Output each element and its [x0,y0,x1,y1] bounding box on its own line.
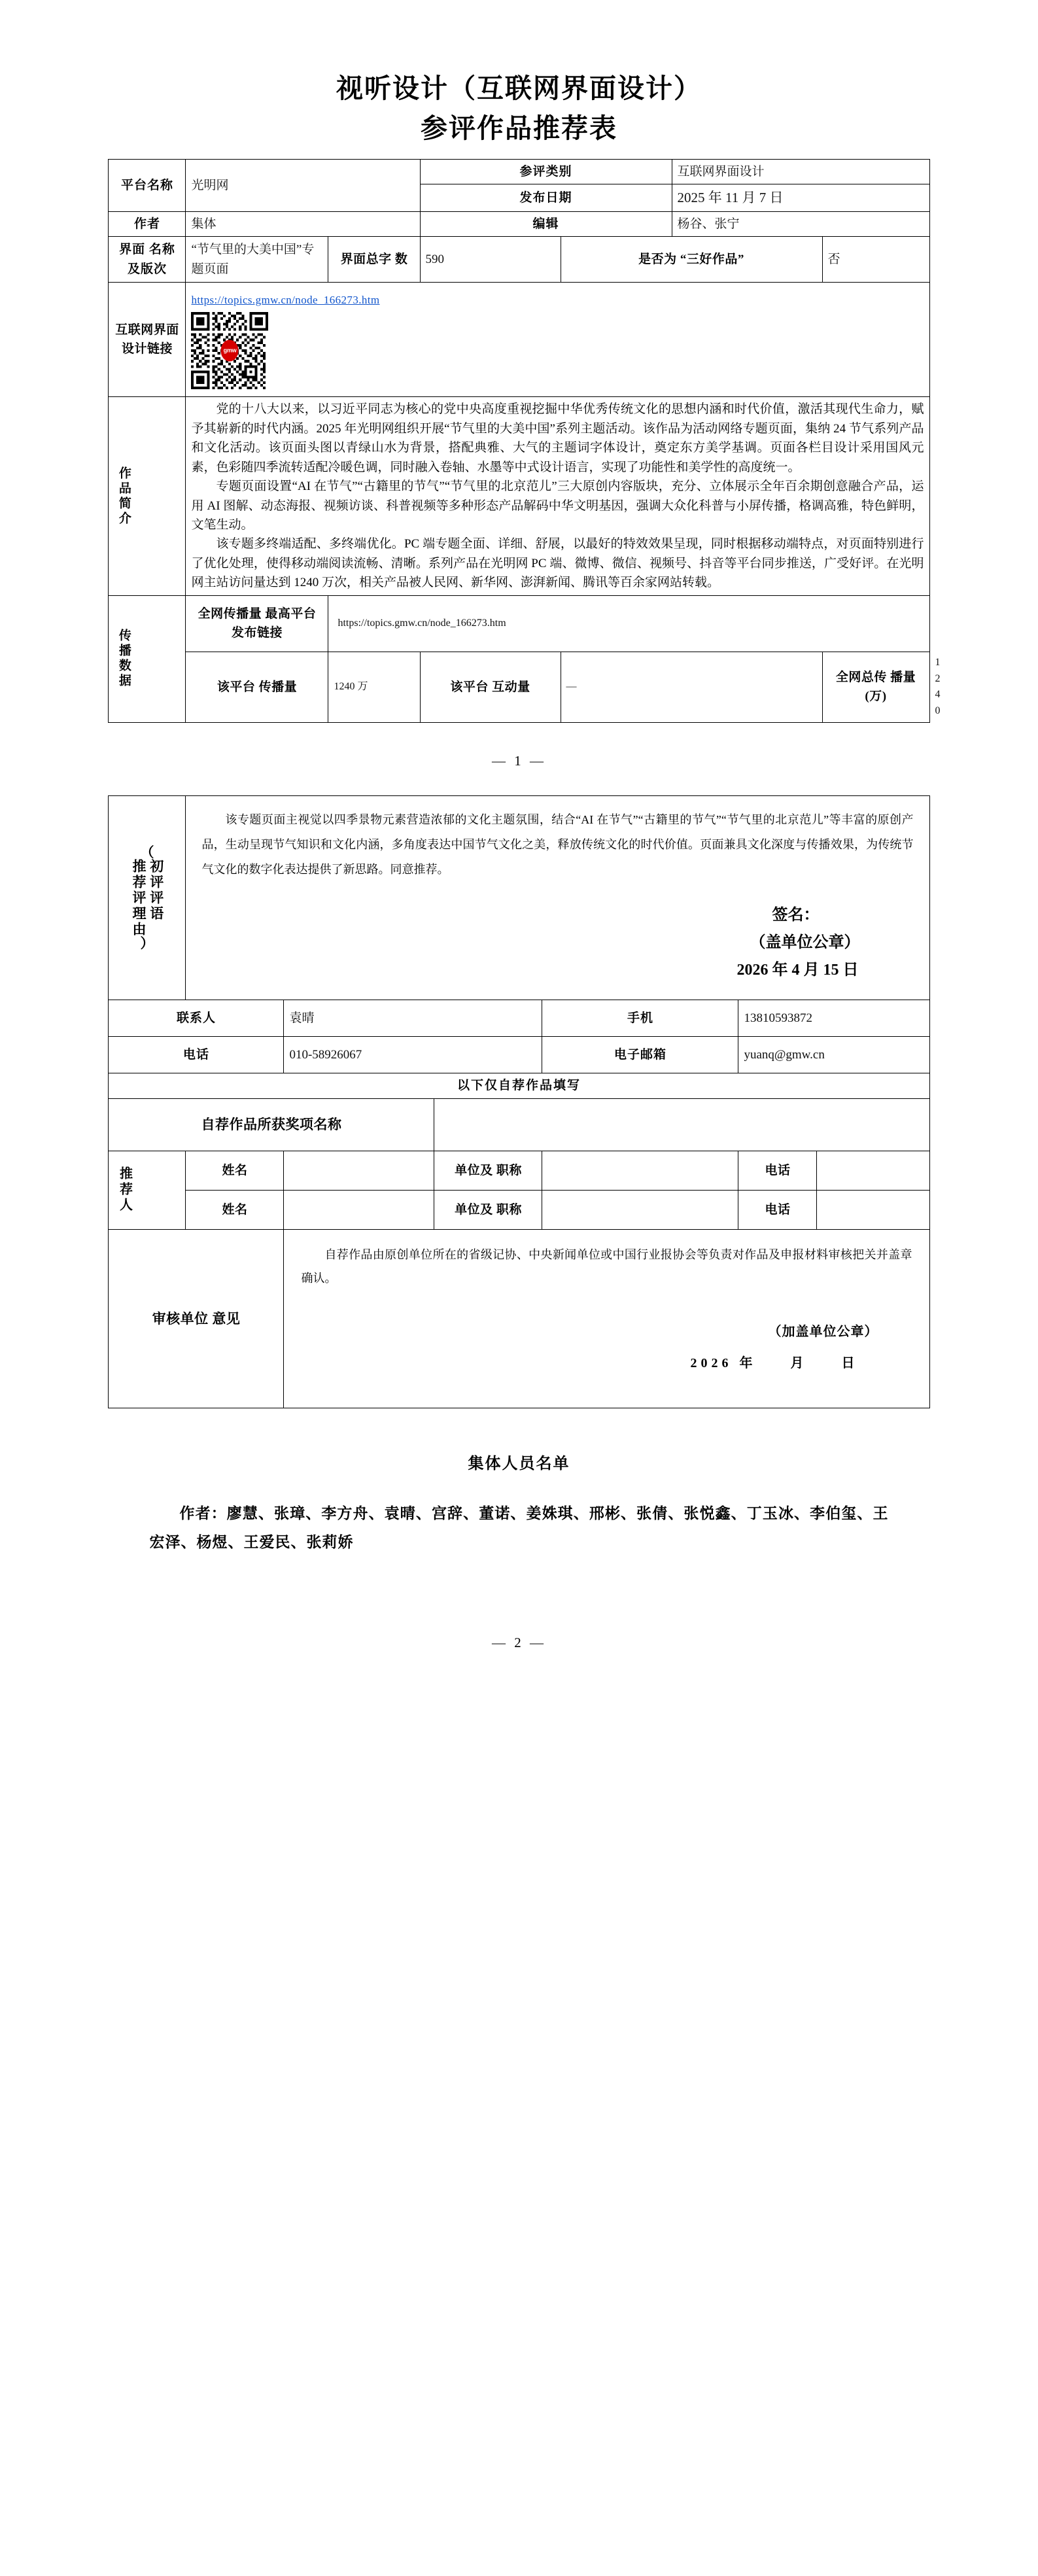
publish-date-label: 发布日期 [420,184,672,212]
self-recommendation-banner: 以下仅自荐作品填写 [109,1073,929,1098]
recommender-phone-value [817,1190,929,1229]
three-good-value: 否 [822,237,929,283]
recommender-unit-value [542,1151,738,1190]
design-link-label-line2: 设计链接 [121,342,173,357]
recommender-unit-label-line2: 职称 [496,1163,522,1177]
three-good-label [561,237,822,283]
page-1-number: — 1 — [492,752,546,769]
interface-name-label-line1: 界面 [119,243,146,257]
collective-list-body [150,1499,889,1556]
recommender-phone-label: 电话 [738,1190,817,1229]
review-label-paren-close: ） [140,935,154,951]
interface-name-label [109,237,186,283]
signature-label: 签名： [772,907,820,924]
contact-person-value: 袁晴 [284,1000,542,1037]
document-title [0,0,1038,159]
platform-spread-label-line2: 传播量 [258,680,298,694]
word-count-value: 590 [420,237,561,283]
design-link-url[interactable]: https://topics.gmw.cn/node_166273.htm [191,293,380,306]
intro-text-cell [186,397,929,595]
email-value: yuanq@gmw.cn [738,1037,929,1073]
audit-label-line2: 意见 [212,1310,241,1327]
table-row [109,795,929,1000]
page-2-number: — 2 — [492,1635,546,1651]
audit-text: 自荐作品由原创单位所在的省级记协、中央新闻单位或中国行业报协会等负责对作品及申报材料审核把关并盖章确认。 [301,1247,912,1285]
page-break-spacer [0,769,1038,795]
review-date: 2026 年 4 月 15 日 [736,962,859,979]
title-line-1: 视听设计（互联网界面设计） [336,73,702,103]
recommender-unit-label [434,1151,542,1190]
table-row [109,1037,929,1073]
page-2 [0,795,1038,1677]
recommender-name-label: 姓名 [186,1151,284,1190]
table-row [109,1151,929,1190]
audit-text-block [289,1232,924,1290]
award-name-value [434,1098,929,1151]
platform-spread-label [186,652,328,722]
collective-list-title: 集体人员名单 [468,1455,570,1472]
category-value: 互联网界面设计 [672,160,929,184]
page-1 [0,0,1038,769]
total-spread-label [822,652,929,722]
recommender-name-value [284,1151,434,1190]
collective-authors: 作者：廖慧、张璋、李方舟、袁晴、宫辞、董诺、姜姝琪、邢彬、张倩、张悦鑫、丁玉冰、李伯玺、王宏泽、杨煜、王爱民、张莉娇 [149,1505,889,1550]
audit-label [109,1229,284,1408]
three-good-label-line1: 是否为 [638,252,677,267]
review-label-columns [109,859,185,937]
page2-form-table [108,795,929,1408]
table-row [109,211,929,236]
main-form-table [108,159,941,723]
recommender-label: 推荐人 [109,1151,186,1229]
platform-interaction-label-line1: 该平台 [450,680,489,694]
award-name-label: 自荐作品所获奖项名称 [109,1098,434,1151]
interface-name-label-line2: 名称及版次 [127,243,175,276]
review-text-block [191,799,924,884]
recommender-name-value [284,1190,434,1229]
three-good-label-line2: “三好作品” [680,252,744,267]
review-label-paren-open: （ [140,844,154,860]
table-row [109,1229,929,1408]
table-row [109,283,929,397]
platform-name-value: 光明网 [186,160,420,212]
recommender-unit-label-line1: 单位及 [455,1163,493,1177]
word-count-label [328,237,420,283]
top-platform-link-label [186,595,328,652]
author-label: 作者 [109,211,186,236]
intro-paragraph: 专题页面设置“AI 在节气”“古籍里的节气”“节气里的北京范儿”三大原创内容版块，充分、立体展示全年百余期创意融合产品，运用 AI 图解、动态海报、视频访谈、科普视频等多种形态产品解码中华文明基因，强调大众化科普与小屏传播，格调高雅，特色鲜明，文笔生动。 [191,479,924,532]
platform-name-label: 平台名称 [109,160,186,212]
platform-interaction-label-line2: 互动量 [492,680,530,694]
design-link-label [109,283,186,397]
editor-value: 杨谷、张宁 [672,211,929,236]
review-signature-block [191,884,924,997]
platform-spread-value: 1240 万 [328,652,420,722]
recommender-phone-label: 电话 [738,1151,817,1190]
table-row [109,237,929,283]
platform-interaction-value: — [561,652,822,722]
table-row [109,397,929,595]
interface-name-value: “节气里的大美中国”专题页面 [186,237,328,283]
review-label [109,795,186,1000]
spread-data-label: 传播数据 [109,595,186,722]
table-row [109,1190,929,1229]
qr-code[interactable] [191,312,268,389]
editor-label: 编辑 [420,211,672,236]
gmw-logo: gmw [221,340,239,362]
author-value: 集体 [186,211,420,236]
category-label: 参评类别 [420,160,672,184]
recommender-unit-value [542,1190,738,1229]
platform-spread-label-line1: 该平台 [216,680,256,694]
table-row [109,595,929,652]
review-label-col-2: 推荐评理由 [130,858,147,937]
audit-date: 2026 年 月 日 [690,1355,859,1370]
intro-paragraph: 党的十八大以来，以习近平同志为核心的党中央高度重视挖掘中华优秀传统文化的思想内涵和时代价值，激活其现代生命力，赋予其崭新的时代内涵。2025 年光明网组织开展“节气里的大美中国”系列主题活动。该作品为活动网络专题页面，集纳 24 节气系列产品和文化活动。该页面头图以青绿山水为背景，搭配典雅、大气的主题词字体设计，奠定东方美学基调。页面各栏目设计采用国风元素，色彩随四季流转适配冷暖色调，同时融入卷轴、水墨等中式设计语言，实现了功能性和美学性的高度统一。 [191,402,924,474]
recommender-name-label: 姓名 [186,1190,284,1229]
review-text: 该专题页面主视觉以四季景物元素营造浓郁的文化主题氛围，结合“AI 在节气”“古籍里的节气”“节气里的北京范儿”等丰富的原创产品，生动呈现节气知识和文化内涵，多角度表达中国节气文化之美，释放传统文化的时代价值。页面兼具文化深度与传播效果，为传统节气文化的数字化表达提供了新思路。同意推荐。 [201,812,914,876]
platform-interaction-label [420,652,561,722]
mobile-value: 13810593872 [738,1000,929,1037]
mobile-label: 手机 [542,1000,738,1037]
intro-paragraph: 该专题多终端适配、多终端优化。PC 端专题全面、详细、舒展，以最好的特效效果呈现，同时根据移动端特点，对页面特别进行了优化处理，使得移动端阅读流畅、清晰。系列产品在光明网 PC 端、微博、微信、视频号、抖音等平台同步推送，广受好评。在光明网主站访问量达到 1240 万次，相关产品被人民网、新华网、澎湃新闻、腾讯等百余家网站转载。 [191,537,924,590]
recommender-unit-label-line1: 单位及 [455,1202,493,1217]
audit-content-cell [284,1229,929,1408]
word-count-label-line2: 数 [394,252,408,267]
top-platform-link-label-line2: 最高平台 [265,606,317,621]
word-count-label-line1: 界面总字 [340,252,392,267]
intro-label: 作品简介 [109,397,186,595]
recommender-unit-label [434,1190,542,1229]
review-label-col-1: 初评评语 [148,858,164,922]
recommender-unit-label-line2: 职称 [496,1202,522,1217]
title-line-2: 参评作品推荐表 [421,113,617,143]
audit-label-line1: 审核单位 [152,1310,209,1327]
table-row [109,1098,929,1151]
contact-person-label: 联系人 [109,1000,284,1037]
table-row [109,160,929,184]
total-spread-label-line2: 播量(万) [865,670,916,704]
top-platform-link-label-line1: 全网传播量 [198,606,262,621]
audit-signature-block [289,1290,924,1405]
top-platform-link-label-line3: 发布链接 [231,626,283,640]
table-row: 该平台 传播量 1240 万 该平台 互动量 — 全网总传 播量(万) 1240 [109,652,929,722]
design-link-label-line1: 互联网界面 [115,322,179,337]
top-platform-link-value: https://topics.gmw.cn/node_166273.htm [328,595,929,652]
total-spread-label-line1: 全网总传 [835,670,887,684]
audit-seal-note: （加盖单位公章） [768,1324,878,1339]
publish-date-value: 2025 年 11 月 7 日 [672,184,929,212]
seal-note: （盖单位公章） [750,934,860,952]
review-content-cell [186,795,929,1000]
table-row [109,1073,929,1098]
phone-label: 电话 [109,1037,284,1073]
recommender-phone-value [817,1151,929,1190]
table-row [109,1000,929,1037]
design-link-cell [186,283,929,397]
phone-value: 010-58926067 [284,1037,542,1073]
email-label: 电子邮箱 [542,1037,738,1073]
